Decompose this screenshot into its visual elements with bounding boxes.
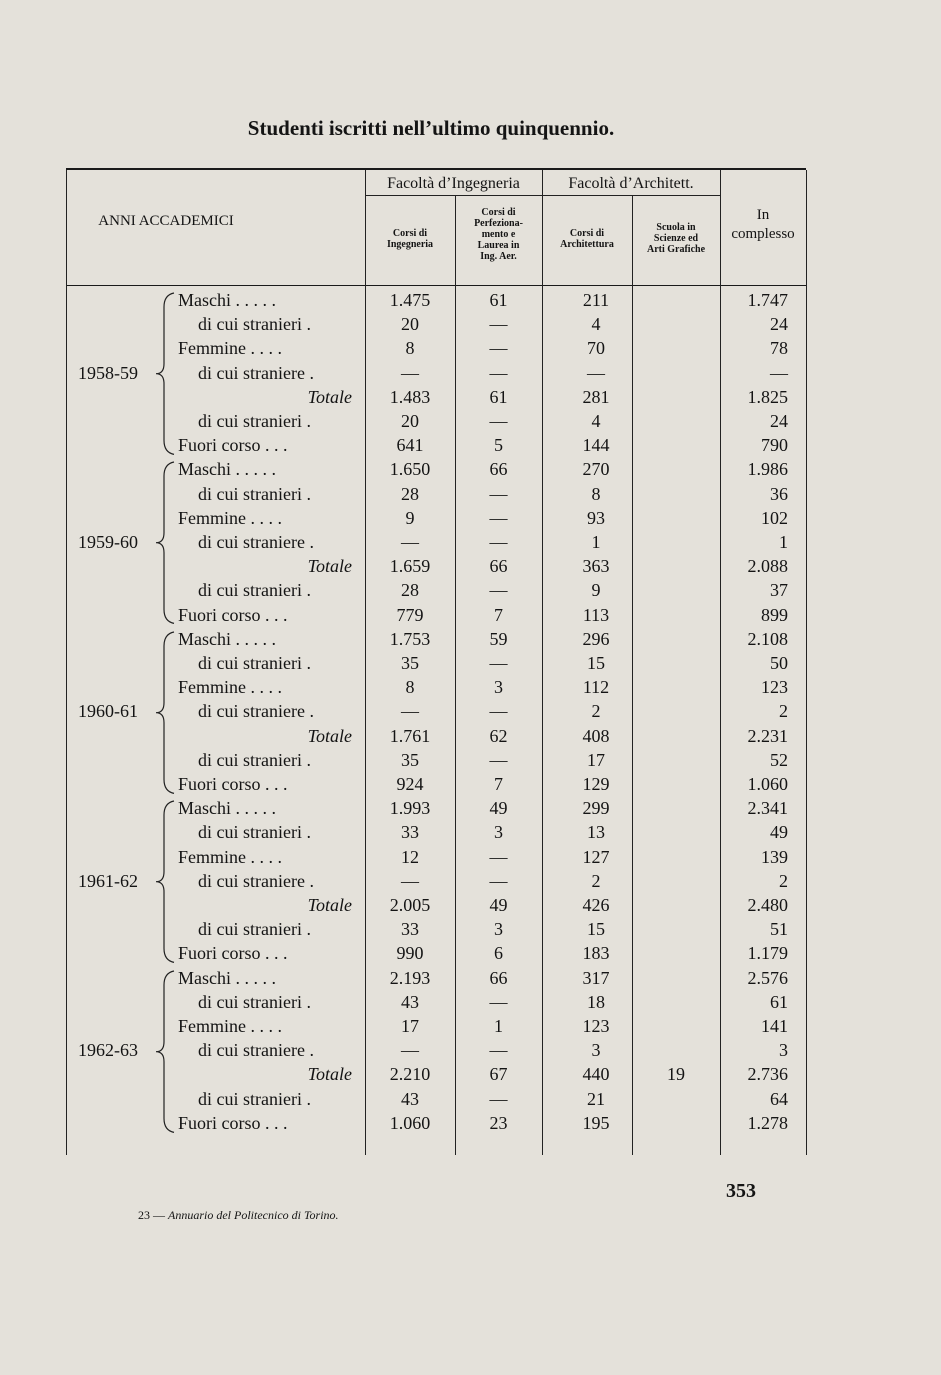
table-cell: 2.576 (747, 967, 788, 988)
table-cell: 924 (396, 774, 424, 794)
row-label: Maschi . . . . . (178, 798, 276, 819)
table-cell: — (489, 580, 508, 601)
table-cell: 28 (401, 580, 419, 601)
table-cell: 2.005 (389, 895, 431, 915)
table-cell: 2.108 (747, 628, 788, 649)
table-cell: 20 (401, 314, 419, 335)
table-cell: 20 (401, 411, 419, 431)
row-label: Femmine . . . . (178, 846, 282, 867)
table-cell: 1.825 (747, 386, 788, 407)
header-faculty-architettura: Facoltà d’Architett. (568, 175, 694, 192)
table-cell: 23 (489, 1112, 508, 1133)
row-label: Totale (307, 386, 352, 407)
table-cell: 3 (779, 1040, 788, 1061)
table-cell: — (489, 532, 508, 552)
table-cell: 4 (591, 314, 601, 335)
header-line: mento e (481, 229, 516, 240)
table-cell: 1 (494, 1016, 503, 1036)
row-label: Totale (307, 895, 352, 915)
table-cell: 43 (401, 991, 419, 1012)
table-cell: 35 (401, 749, 419, 770)
header-col-architettura (542, 228, 632, 250)
row-label: di cui stranieri . (198, 314, 311, 335)
row-label: di cui straniere . (198, 1040, 314, 1061)
table-cell: 2.231 (747, 725, 788, 746)
table-cell: 70 (587, 338, 605, 359)
table-cell: 3 (591, 1040, 601, 1061)
header-line: Corsi di (481, 207, 516, 218)
table-cell: — (401, 362, 419, 383)
row-label: di cui stranieri . (198, 991, 311, 1012)
table-cell: 17 (401, 1016, 419, 1036)
row-label: di cui stranieri . (198, 483, 311, 504)
header-line: Scienze ed (653, 233, 699, 244)
table-cell: 2.193 (389, 967, 431, 988)
table-cell: 299 (582, 798, 610, 819)
academic-year: 1960-61 (78, 701, 138, 722)
table-cell: 59 (489, 628, 508, 649)
table-cell: 5 (494, 435, 503, 456)
table-cell: 1.753 (389, 628, 431, 649)
table-cell: 129 (582, 774, 610, 794)
table-cell: — (587, 362, 605, 383)
table-cell: — (489, 846, 508, 867)
table-cell: 49 (770, 822, 788, 843)
row-label: di cui straniere . (198, 362, 314, 383)
row-label: Fuori corso . . . (178, 943, 288, 964)
table-cell: 43 (401, 1088, 419, 1109)
table-cell: 141 (761, 1016, 788, 1036)
row-label: Femmine . . . . (178, 507, 282, 528)
column-divider (806, 170, 807, 1155)
table-cell: 33 (401, 822, 419, 843)
table-cell: 21 (587, 1088, 605, 1109)
table-cell: 15 (587, 653, 605, 673)
header-line: Perfeziona- (474, 218, 523, 229)
academic-year: 1961-62 (78, 870, 138, 891)
table-cell: — (401, 1040, 419, 1061)
table-cell: 2 (779, 870, 788, 891)
row-label: Femmine . . . . (178, 677, 282, 698)
table-cell: 2.480 (747, 895, 788, 915)
row-label: Maschi . . . . . (178, 967, 276, 988)
table-cell: 440 (582, 1064, 610, 1085)
table-cell: — (489, 653, 508, 673)
table-cell: 24 (770, 314, 788, 335)
row-label: di cui stranieri . (198, 919, 311, 940)
row-label: Fuori corso . . . (178, 604, 288, 625)
table-header-rule (66, 285, 806, 286)
table-cell: 7 (494, 774, 503, 794)
header-line: Corsi di (569, 228, 605, 239)
academic-year: 1958-59 (78, 362, 138, 383)
table-cell: 24 (770, 411, 788, 431)
row-label: di cui straniere . (198, 870, 314, 891)
table-cell: 2.341 (747, 798, 788, 819)
table-cell: 899 (761, 604, 788, 625)
table-cell: — (489, 1040, 508, 1061)
table-cell: 1 (591, 532, 601, 552)
table-cell: 2 (779, 701, 788, 722)
faculty-rule (365, 195, 542, 196)
header-line: Architettura (560, 239, 614, 250)
table-cell: 211 (582, 290, 610, 310)
table-cell: 790 (761, 435, 788, 456)
table-cell: 12 (401, 846, 419, 867)
row-label: Fuori corso . . . (178, 435, 288, 456)
row-label: Fuori corso . . . (178, 1112, 288, 1133)
group-brace (152, 289, 178, 458)
group-brace (152, 628, 178, 797)
table-cell: 36 (770, 483, 788, 504)
header-line: Scuola in (656, 222, 696, 233)
row-label: Femmine . . . . (178, 1016, 282, 1036)
table-cell: 1.761 (389, 725, 431, 746)
row-label: di cui stranieri . (198, 580, 311, 601)
column-divider (66, 170, 67, 1155)
table-cell: 2 (591, 870, 601, 891)
table-cell: 426 (582, 895, 610, 915)
table-cell: 49 (489, 798, 508, 819)
table-cell: — (489, 870, 508, 891)
row-label: di cui stranieri . (198, 411, 311, 431)
table-cell: 51 (770, 919, 788, 940)
table-cell: 52 (770, 749, 788, 770)
row-label: Fuori corso . . . (178, 774, 288, 794)
table-cell: 3 (494, 677, 503, 698)
table-cell: 61 (489, 386, 508, 407)
row-label: di cui stranieri . (198, 653, 311, 673)
table-cell: 123 (761, 677, 788, 698)
table-cell: 35 (401, 653, 419, 673)
table-cell: 270 (582, 459, 610, 480)
table-cell: 183 (582, 943, 610, 964)
table-cell: — (770, 362, 788, 383)
table-cell: 64 (770, 1088, 788, 1109)
table-cell: — (489, 338, 508, 359)
footer-source (138, 1208, 339, 1223)
table-cell: 37 (770, 580, 788, 601)
table-cell: 15 (587, 919, 605, 940)
header-col-total (720, 206, 806, 244)
table-cell: 1.483 (389, 386, 431, 407)
row-label: di cui straniere . (198, 532, 314, 552)
page-title: Studenti iscritti nell’ultimo quinquennio. (247, 116, 615, 140)
table-cell: 2 (591, 701, 601, 722)
header-line: Laurea in (477, 240, 520, 251)
table-cell: 67 (489, 1064, 508, 1085)
table-cell: 66 (489, 967, 508, 988)
table-cell: 296 (582, 628, 610, 649)
table-cell: 50 (770, 653, 788, 673)
row-label: Totale (307, 725, 352, 746)
table-cell: 66 (489, 556, 508, 577)
table-cell: 127 (582, 846, 610, 867)
header-col-perfezionamento (455, 207, 542, 262)
table-cell: 641 (396, 435, 424, 456)
table-cell: 49 (489, 895, 508, 915)
faculty-rule (542, 195, 720, 196)
row-label: Totale (307, 1064, 352, 1085)
header-line: Arti Grafiche (646, 244, 706, 255)
row-label: di cui stranieri . (198, 749, 311, 770)
table-cell: 281 (582, 386, 610, 407)
table-cell: 8 (405, 338, 415, 359)
table-cell: 144 (582, 435, 610, 456)
group-brace (152, 967, 178, 1136)
table-cell: 61 (489, 290, 508, 310)
footer-source-title: Annuario del Politecnico di Torino. (168, 1208, 339, 1222)
table-cell: 2.210 (389, 1064, 431, 1085)
table-cell: 61 (770, 991, 788, 1012)
row-label: di cui stranieri . (198, 1088, 311, 1109)
table-cell: 6 (494, 943, 503, 964)
table-cell: 123 (582, 1016, 610, 1036)
row-label: Maschi . . . . . (178, 290, 276, 310)
table-cell: 3 (494, 822, 503, 843)
header-col-scuola (632, 222, 720, 255)
table-cell: 9 (405, 507, 415, 528)
table-cell: 1.650 (389, 459, 431, 480)
table-cell: 1.060 (747, 774, 788, 794)
row-label: Totale (307, 556, 352, 577)
header-line: Ing. Aer. (480, 251, 517, 262)
table-cell: — (489, 991, 508, 1012)
academic-year: 1962-63 (78, 1040, 138, 1061)
header-faculty-ingegneria: Facoltà d’Ingegneria (387, 175, 520, 192)
table-cell: 9 (591, 580, 601, 601)
table-cell: — (489, 749, 508, 770)
table-cell: 18 (587, 991, 605, 1012)
table-cell: 33 (401, 919, 419, 940)
table-cell: 1.278 (747, 1112, 788, 1133)
table-cell: 3 (494, 919, 503, 940)
table-cell: 4 (591, 411, 601, 431)
header-line: Ingegneria (386, 239, 434, 250)
table-cell: — (401, 870, 419, 891)
table-cell: — (489, 483, 508, 504)
header-col-ingegneria (365, 228, 455, 250)
table-cell: 408 (582, 725, 610, 746)
table-cell: 779 (396, 604, 424, 625)
table-cell: 1.747 (747, 290, 788, 310)
table-cell: 1 (779, 532, 788, 552)
table-cell: 102 (761, 507, 788, 528)
academic-year: 1959-60 (78, 532, 138, 552)
table-cell: 93 (587, 507, 605, 528)
table-cell: 1.993 (389, 798, 431, 819)
table-cell: 139 (761, 846, 788, 867)
table-cell: 2.736 (747, 1064, 788, 1085)
table-cell: 62 (489, 725, 508, 746)
table-cell: 2.088 (747, 556, 788, 577)
table-cell: 8 (591, 483, 601, 504)
table-cell: 112 (582, 677, 610, 698)
table-cell: — (401, 532, 419, 552)
table-cell: 113 (582, 604, 610, 625)
row-label: di cui stranieri . (198, 822, 311, 843)
page-number: 353 (726, 1180, 756, 1202)
table-top-rule (66, 168, 806, 170)
footer-sheet: 23 — (138, 1208, 165, 1222)
header-anni: ANNI ACCADEMICI (98, 213, 234, 229)
table-cell: 8 (405, 677, 415, 698)
row-label: di cui straniere . (198, 701, 314, 722)
table-cell: — (401, 701, 419, 722)
table-cell: 1.659 (389, 556, 431, 577)
table-cell: 363 (582, 556, 610, 577)
table-cell: 19 (667, 1064, 685, 1085)
table-cell: 66 (489, 459, 508, 480)
table-cell: — (489, 507, 508, 528)
table-cell: 1.179 (747, 943, 788, 964)
header-line: Corsi di (392, 228, 428, 239)
table-cell: 1.060 (389, 1112, 431, 1133)
table-cell: 990 (396, 943, 424, 964)
row-label: Maschi . . . . . (178, 459, 276, 480)
group-brace (152, 797, 178, 966)
group-brace (152, 458, 178, 627)
table-cell: — (489, 1088, 508, 1109)
table-cell: 17 (587, 749, 605, 770)
table-cell: 195 (582, 1112, 610, 1133)
table-cell: 1.986 (747, 459, 788, 480)
table-cell: 28 (401, 483, 419, 504)
table-cell: — (489, 411, 508, 431)
header-line: In (756, 207, 770, 223)
table-cell: 13 (587, 822, 605, 843)
table-cell: — (489, 362, 508, 383)
table-cell: 78 (770, 338, 788, 359)
table-cell: 1.475 (389, 290, 431, 310)
table-cell: 7 (494, 604, 503, 625)
table-cell: — (489, 314, 508, 335)
table-cell: 317 (582, 967, 610, 988)
row-label: Femmine . . . . (178, 338, 282, 359)
table-cell: — (489, 701, 508, 722)
row-label: Maschi . . . . . (178, 628, 276, 649)
header-line: complesso (731, 226, 795, 242)
